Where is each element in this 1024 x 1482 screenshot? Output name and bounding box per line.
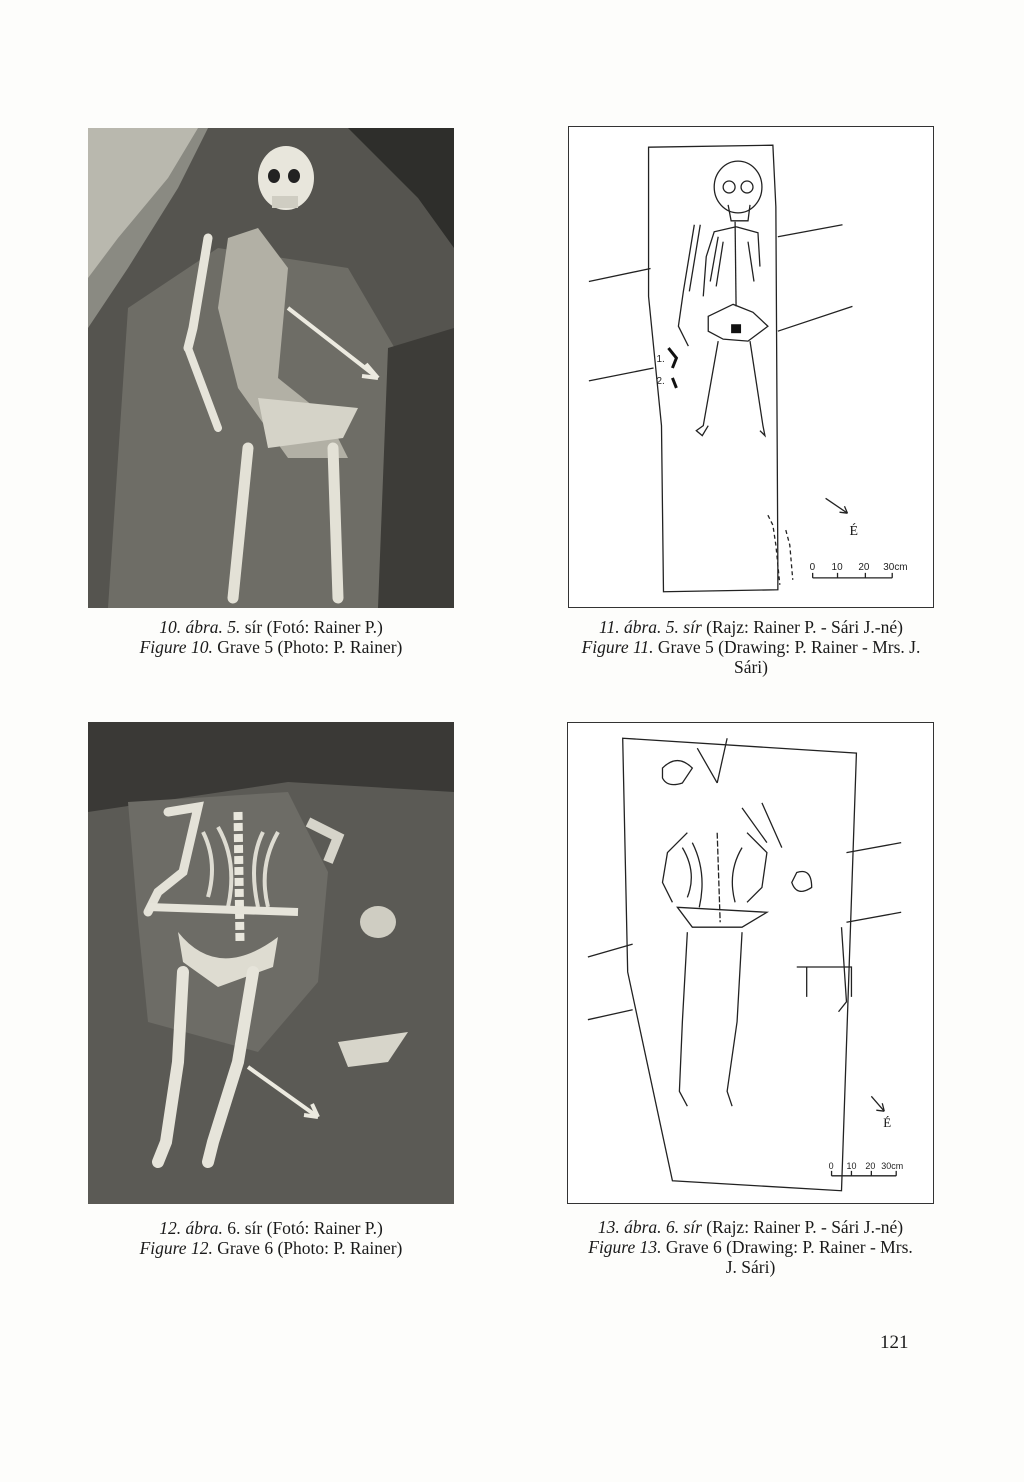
caption-figure-label: Figure 11. [581,637,654,657]
figure-13-drawing [567,722,934,1204]
caption-hu-rest: (Rajz: Rainer P. - Sári J.-né) [706,1217,904,1237]
caption-figure-label: Figure 13. [588,1237,662,1257]
caption-grave: 5. sír [665,617,702,637]
caption-en-line [88,1238,454,1258]
scale-label-0: 0 [828,1160,834,1171]
grave-6-drawing-graphic [568,723,933,1203]
figure-11-caption [568,617,934,677]
caption-figure-label: Figure 10. [139,637,213,657]
scale-bar [832,1171,897,1176]
find-object-2 [672,378,676,388]
caption-abra: ábra. [623,617,662,637]
figure-13-caption [567,1217,934,1277]
figure-10-photo [88,128,454,608]
caption-hu-rest: (Rajz: Rainer P. - Sári J.-né) [706,617,903,637]
figure-10-caption [88,617,454,657]
find-label-2: 2. [656,375,665,387]
find-object-1 [668,348,676,368]
north-label: É [849,524,858,540]
skull-outline [662,761,692,785]
caption-en-rest: Grave 6 (Drawing: P. Rainer - Mrs. [665,1237,913,1257]
scale-label-20: 20 [858,561,870,573]
caption-abra: ábra. [185,1218,223,1238]
caption-en-rest: Grave 6 (Photo: P. Rainer) [217,1238,403,1258]
page-number: 121 [880,1332,909,1353]
caption-abra: ábra. [624,1217,662,1237]
caption-hu-line [568,617,934,637]
caption-grave: 5. [227,617,241,637]
grave-6-photo-graphic [88,722,454,1204]
find-object [731,324,741,333]
caption-grave: 6. sír [665,1217,702,1237]
caption-hu-line [88,1218,454,1238]
caption-hu-line [567,1217,934,1237]
find-label-1: 1. [656,354,665,366]
caption-hu-line [88,617,454,637]
figure-12-caption [88,1218,454,1258]
grave-5-drawing-graphic [569,127,933,607]
caption-hu-rest: 6. sír (Fotó: Rainer P.) [227,1218,383,1238]
scale-label-10: 10 [846,1160,857,1171]
scale-bar [813,573,893,578]
caption-en-line-2: J. Sári) [725,1257,776,1277]
caption-en-line [567,1237,934,1257]
figure-11-drawing [568,126,934,608]
north-label: É [883,1115,892,1131]
scale-label-10: 10 [831,561,843,573]
caption-en-rest: Grave 5 (Photo: P. Rainer) [217,637,403,657]
scale-label-0: 0 [809,561,816,573]
figure-12-photo [88,722,454,1204]
grave-5-photo-graphic [88,128,454,608]
caption-num: 13. [597,1217,620,1237]
caption-num: 10. [159,617,182,637]
caption-num: 12. [159,1218,182,1238]
grave-pit-outline [623,738,857,1191]
caption-en-rest: Grave 5 (Drawing: P. Rainer - Mrs. J. [657,637,921,657]
scale-label-30: 30cm [881,1160,904,1171]
caption-abra: ábra. [185,617,223,637]
caption-hu-rest: sír (Fotó: Rainer P.) [244,617,383,637]
scale-label-30: 30cm [883,561,908,573]
caption-en-line-2: Sári) [733,657,769,677]
caption-figure-label: Figure 12. [139,1238,213,1258]
caption-en-line [568,637,934,657]
skull-outline [714,161,762,213]
caption-num: 11. [599,617,620,637]
scale-label-20: 20 [865,1160,876,1171]
caption-en-line [88,637,454,657]
